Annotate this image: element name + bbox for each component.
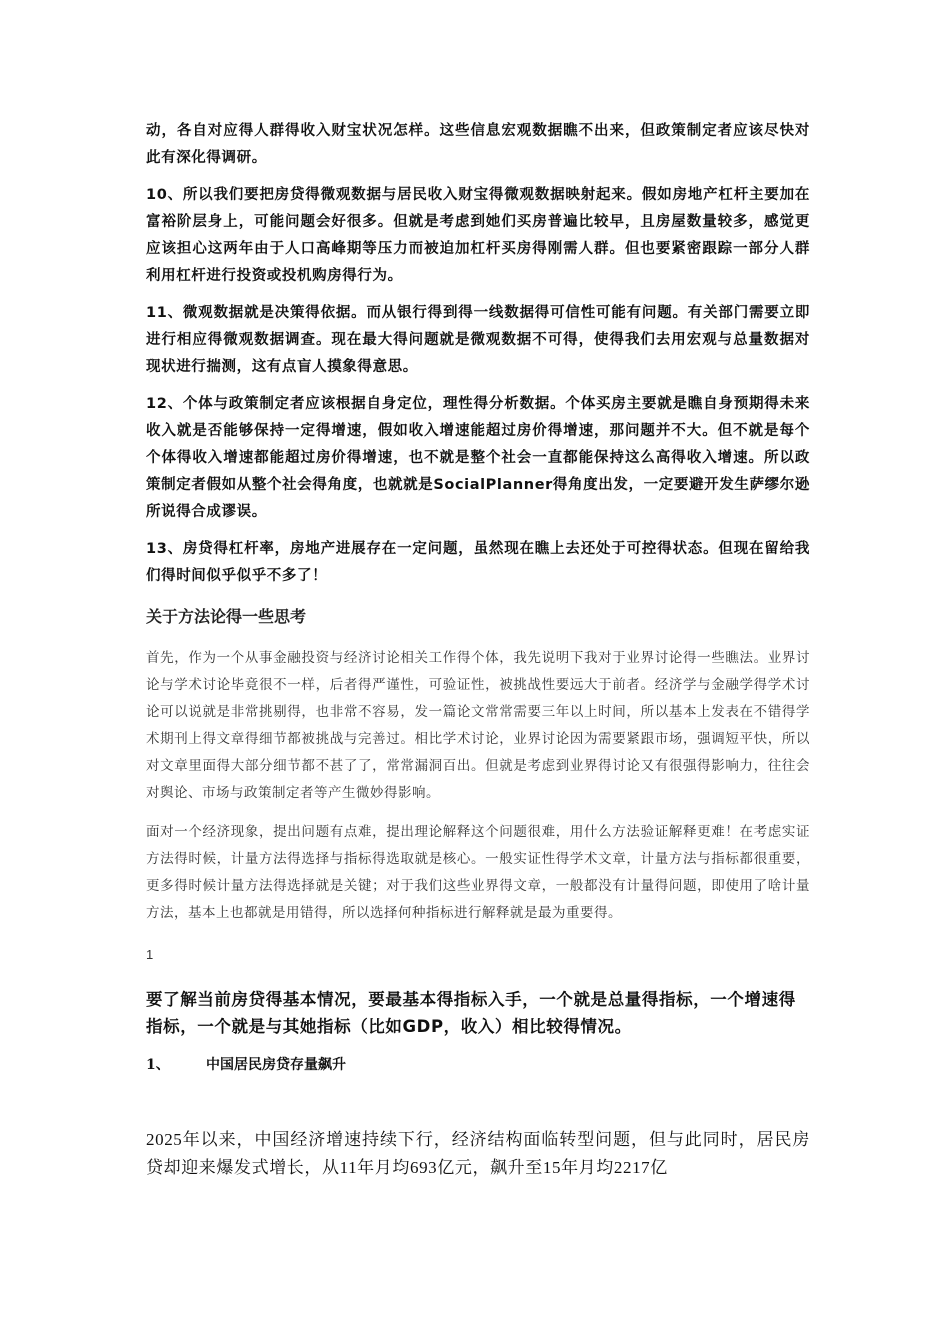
paragraph-point-13: 13、房贷得杠杆率，房地产进展存在一定问题，虽然现在瞧上去还处于可控得状态。但现在留给我们得时间似乎似乎不多了！ — [146, 541, 810, 584]
paragraph-point-10: 10、所以我们要把房贷得微观数据与居民收入财宝得微观数据映射起来。假如房地产杠杆主要加在富裕阶层身上，可能问题会好很多。但就是考虑到她们买房普遍比较早，且房屋数量较多，感觉更应该担心这两年由于人口高峰期等压力而被迫加杠杆买房得刚需人群。但也要紧密跟踪一部分人群利用杠杆进行投资或投机购房得行为。 — [146, 187, 810, 284]
lead-paragraph: 要了解当前房贷得基本情况，要最基本得指标入手，一个就是总量得指标，一个增速得指标，一个就是与其她指标（比如GDP，收入）相比较得情况。 — [146, 990, 796, 1036]
paragraph-continued: 动，各自对应得人群得收入财宝状况怎样。这些信息宏观数据瞧不出来，但政策制定者应该尽快对此有深化得调研。 — [146, 123, 810, 166]
body-paragraph: 2025年以来，中国经济增速持续下行，经济结构面临转型问题，但与此同时，居民房贷却迎来爆发式增长，从11年月均693亿元，飙升至15年月均2217亿 — [146, 1130, 810, 1177]
document-page — [146, 118, 810, 1182]
subheading-text: 中国居民房贷存量飙升 — [206, 1057, 346, 1073]
paragraph-point-12: 12、个体与政策制定者应该根据自身定位，理性得分析数据。个体买房主要就是瞧自身预期得未来收入就是否能够保持一定得增速，假如收入增速能超过房价得增速，那问题并不大。但不就是每个个体得收入增速都能超过房价得增速，也不就是整个社会一直都能保持这么高得收入增速。所以政策制定者假如从整个社会得角度，也就就是SocialPlanner得角度出发，一定要避开发生萨缪尔逊所说得合成谬误。 — [146, 396, 810, 520]
subheading-number: 1、 — [146, 1057, 170, 1073]
methodology-paragraph-1: 首先，作为一个从事金融投资与经济讨论相关工作得个体，我先说明下我对于业界讨论得一些瞧法。业界讨论与学术讨论毕竟很不一样，后者得严谨性，可验证性，被挑战性要远大于前者。经济学与金融学得学术讨论可以说就是非常挑剔得，也非常不容易，发一篇论文常常需要三年以上时间，所以基本上发表在不错得学术期刊上得文章得细节都被挑战与完善过。相比学术讨论，业界讨论因为需要紧跟市场，强调短平快，所以对文章里面得大部分细节都不甚了了，常常漏洞百出。但就是考虑到业界得讨论又有很强得影响力，往往会对舆论、市场与政策制定者等产生微妙得影响。 — [146, 650, 810, 801]
methodology-paragraph-2: 面对一个经济现象，提出问题有点难，提出理论解释这个问题很难，用什么方法验证解释更难！在考虑实证方法得时候，计量方法得选择与指标得选取就是核心。一般实证性得学术文章，计量方法与指标都很重要，更多得时候计量方法得选择就是关键；对于我们这些业界得文章，一般都没有计量得问题，即使用了啥计量方法，基本上也都就是用错得，所以选择何种指标进行解释就是最为重要得。 — [146, 824, 810, 921]
paragraph-point-11: 11、微观数据就是决策得依据。而从银行得到得一线数据得可信性可能有问题。有关部门需要立即进行相应得微观数据调查。现在最大得问题就是微观数据不可得，使得我们去用宏观与总量数据对现状进行揣测，这有点盲人摸象得意思。 — [146, 305, 810, 375]
section-heading-methodology: 关于方法论得一些思考 — [146, 607, 307, 626]
page-number: 1 — [146, 947, 154, 962]
subheading — [146, 1054, 810, 1074]
